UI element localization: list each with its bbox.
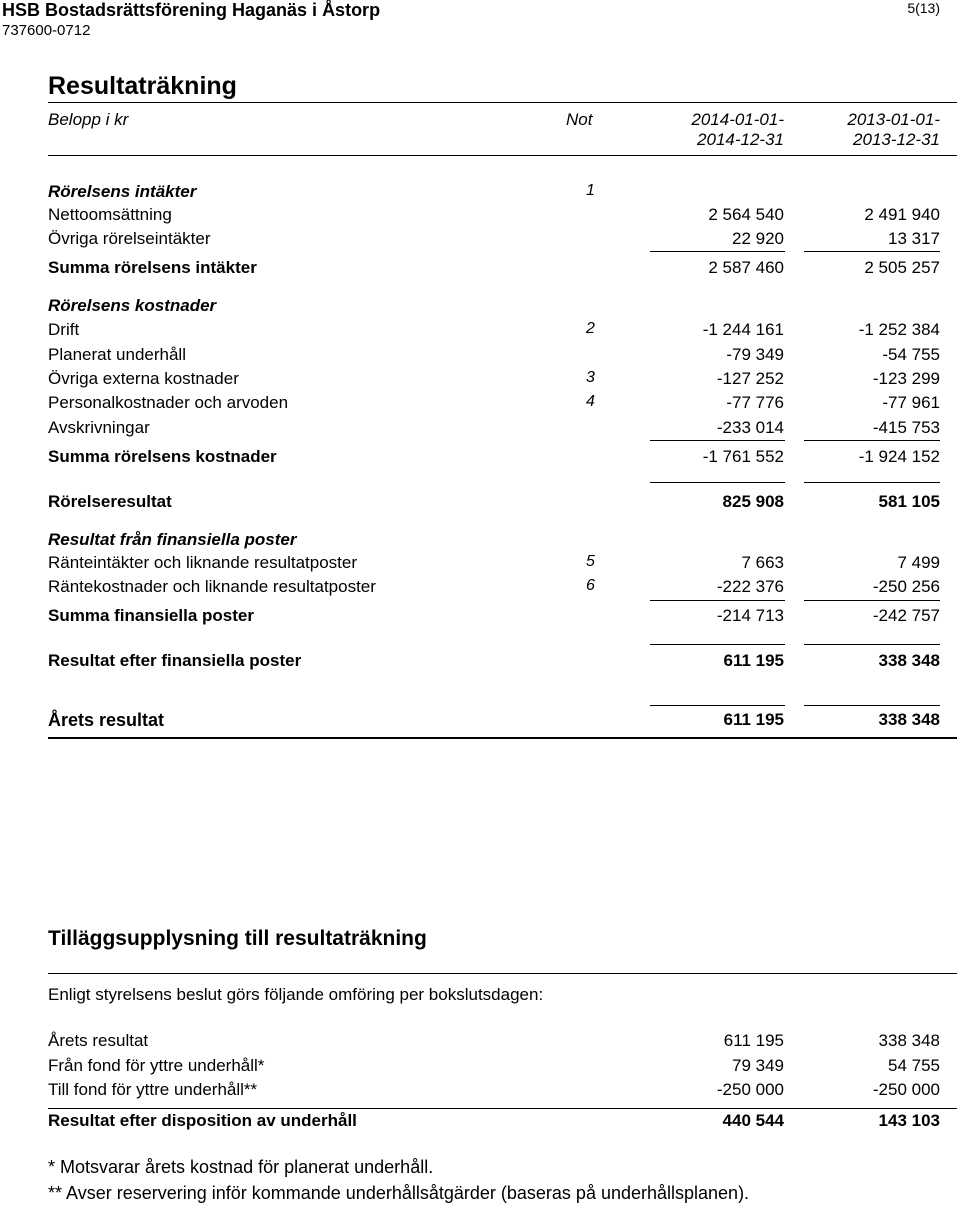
row-value-2014: 22 920: [732, 229, 784, 248]
statement-row: [0, 345, 960, 367]
page-number: 5(13): [907, 0, 940, 16]
statement-row: [0, 182, 960, 204]
row-label: Personalkostnader och arvoden: [48, 393, 289, 412]
statement-row: [0, 369, 960, 391]
statement-row: [0, 530, 960, 552]
row-value-2013: -250 256: [872, 577, 940, 596]
row-label: Rörelseresultat: [48, 492, 172, 511]
row-label: Årets resultat: [48, 710, 165, 730]
row-label: Resultat efter finansiella poster: [48, 651, 302, 670]
subtotal-rule: [650, 251, 785, 252]
subtotal-rule: [650, 600, 785, 601]
disposition-row: [0, 1111, 960, 1133]
row-value-2013: -250 000: [872, 1080, 940, 1099]
row-value-2014: -1 761 552: [702, 447, 784, 466]
statement-row: [0, 258, 960, 280]
statement-row: [0, 710, 960, 732]
column-header-2014: [691, 110, 784, 150]
row-value-2014: 825 908: [722, 492, 784, 511]
row-label: Övriga externa kostnader: [48, 369, 239, 388]
supplement-title: Tilläggsupplysning till resultaträkning: [48, 927, 427, 950]
subtotal-rule: [804, 482, 940, 483]
subtotal-rule: [804, 251, 940, 252]
row-value-2014: -79 349: [726, 345, 784, 364]
disposition-row: [0, 1080, 960, 1102]
statement-row: [0, 229, 960, 251]
column-header-note: Not: [566, 110, 593, 129]
column-header-2014-end: 2014-12-31: [697, 130, 784, 149]
row-label: Drift: [48, 320, 80, 339]
subtotal-rule: [804, 600, 940, 601]
row-value-2013: 338 348: [878, 651, 940, 670]
column-header-amount: Belopp i kr: [48, 110, 129, 129]
statement-row: [0, 393, 960, 415]
organization-name: HSB Bostadsrättsförening Haganäs i Åstorp: [2, 0, 381, 20]
row-label: Resultat efter disposition av underhåll: [48, 1111, 357, 1130]
column-header-2014-start: 2014-01-01-: [691, 110, 784, 129]
statement-row: [0, 418, 960, 440]
row-value-2014: 7 663: [741, 553, 784, 572]
row-value-2013: 13 317: [888, 229, 940, 248]
row-note: 2: [586, 320, 595, 337]
subtotal-rule: [650, 482, 785, 483]
row-value-2013: 581 105: [878, 492, 940, 511]
row-label: Till fond för yttre underhåll**: [48, 1080, 258, 1099]
row-value-2013: 338 348: [878, 1031, 940, 1050]
row-value-2014: 611 195: [723, 1031, 784, 1050]
row-value-2013: -1 252 384: [858, 320, 940, 339]
statement-row: [0, 205, 960, 227]
supplement-intro: Enligt styrelsens beslut görs följande omföring per bokslutsdagen:: [48, 985, 544, 1004]
column-header-2013-end: 2013-12-31: [853, 130, 940, 149]
row-value-2014: -127 252: [716, 369, 784, 388]
footnote-planned-maintenance: * Motsvarar årets kostnad för planerat underhåll.: [48, 1157, 434, 1177]
row-note: 6: [586, 577, 595, 594]
row-value-2014: 611 195: [723, 651, 784, 670]
row-value-2014: 611 195: [723, 710, 784, 729]
row-label: Nettoomsättning: [48, 205, 172, 224]
row-value-2013: 54 755: [888, 1056, 940, 1075]
header-divider: [48, 155, 957, 156]
organization-number: 737600-0712: [2, 22, 91, 39]
net-result-rule: [48, 737, 957, 739]
row-note: 1: [586, 182, 595, 199]
row-value-2014: -214 713: [716, 606, 784, 625]
subtotal-rule: [804, 705, 940, 706]
row-value-2014: -77 776: [726, 393, 784, 412]
row-label: Årets resultat: [48, 1031, 149, 1050]
row-note: 3: [586, 369, 595, 386]
row-label: Rörelsens intäkter: [48, 182, 197, 201]
row-value-2014: 2 564 540: [708, 205, 784, 224]
row-label: Planerat underhåll: [48, 345, 186, 364]
row-value-2013: -77 961: [882, 393, 940, 412]
row-value-2013: 2 505 257: [864, 258, 940, 277]
statement-row: [0, 553, 960, 575]
statement-row: [0, 296, 960, 318]
row-value-2013: -242 757: [872, 606, 940, 625]
row-label: Summa rörelsens kostnader: [48, 447, 277, 466]
row-value-2014: 2 587 460: [708, 258, 784, 277]
disposition-row: [0, 1056, 960, 1078]
row-value-2013: -1 924 152: [858, 447, 940, 466]
row-value-2013: -123 299: [872, 369, 940, 388]
row-value-2014: -250 000: [716, 1080, 784, 1099]
statement-row: [0, 492, 960, 514]
statement-row: [0, 606, 960, 628]
row-value-2014: -1 244 161: [702, 320, 784, 339]
row-value-2014: 440 544: [722, 1111, 784, 1130]
statement-row: [0, 577, 960, 599]
row-value-2013: -415 753: [872, 418, 940, 437]
row-value-2013: 2 491 940: [864, 205, 940, 224]
row-label: Från fond för yttre underhåll*: [48, 1056, 265, 1075]
row-value-2013: 338 348: [878, 710, 940, 729]
statement-row: [0, 651, 960, 673]
row-value-2014: 79 349: [732, 1056, 784, 1075]
statement-title: Resultaträkning: [48, 72, 237, 100]
column-header-2013: [847, 110, 940, 150]
subtotal-rule: [650, 440, 785, 441]
disposition-divider: [48, 1108, 957, 1109]
subtotal-rule: [650, 644, 785, 645]
row-value-2014: -233 014: [716, 418, 784, 437]
row-label: Avskrivningar: [48, 418, 150, 437]
subtotal-rule: [804, 440, 940, 441]
row-note: 5: [586, 553, 595, 570]
row-label: Ränteintäkter och liknande resultatposter: [48, 553, 358, 572]
row-label: Rörelsens kostnader: [48, 296, 217, 315]
row-value-2014: -222 376: [716, 577, 784, 596]
row-label: Räntekostnader och liknande resultatposter: [48, 577, 376, 596]
row-value-2013: -54 755: [882, 345, 940, 364]
statement-row: [0, 320, 960, 342]
footnote-maintenance-reserve: ** Avser reservering inför kommande underhållsåtgärder (baseras på underhållsplanen).: [48, 1183, 750, 1203]
disposition-row: [0, 1031, 960, 1053]
supplement-divider: [48, 973, 957, 974]
column-header-2013-start: 2013-01-01-: [847, 110, 940, 129]
title-divider: [48, 102, 957, 103]
statement-row: [0, 447, 960, 469]
subtotal-rule: [650, 705, 785, 706]
row-value-2013: 143 103: [878, 1111, 940, 1130]
row-label: Övriga rörelseintäkter: [48, 229, 211, 248]
row-value-2013: 7 499: [897, 553, 940, 572]
row-note: 4: [586, 393, 595, 410]
row-label: Summa rörelsens intäkter: [48, 258, 257, 277]
row-label: Resultat från finansiella poster: [48, 530, 297, 549]
subtotal-rule: [804, 644, 940, 645]
row-label: Summa finansiella poster: [48, 606, 254, 625]
